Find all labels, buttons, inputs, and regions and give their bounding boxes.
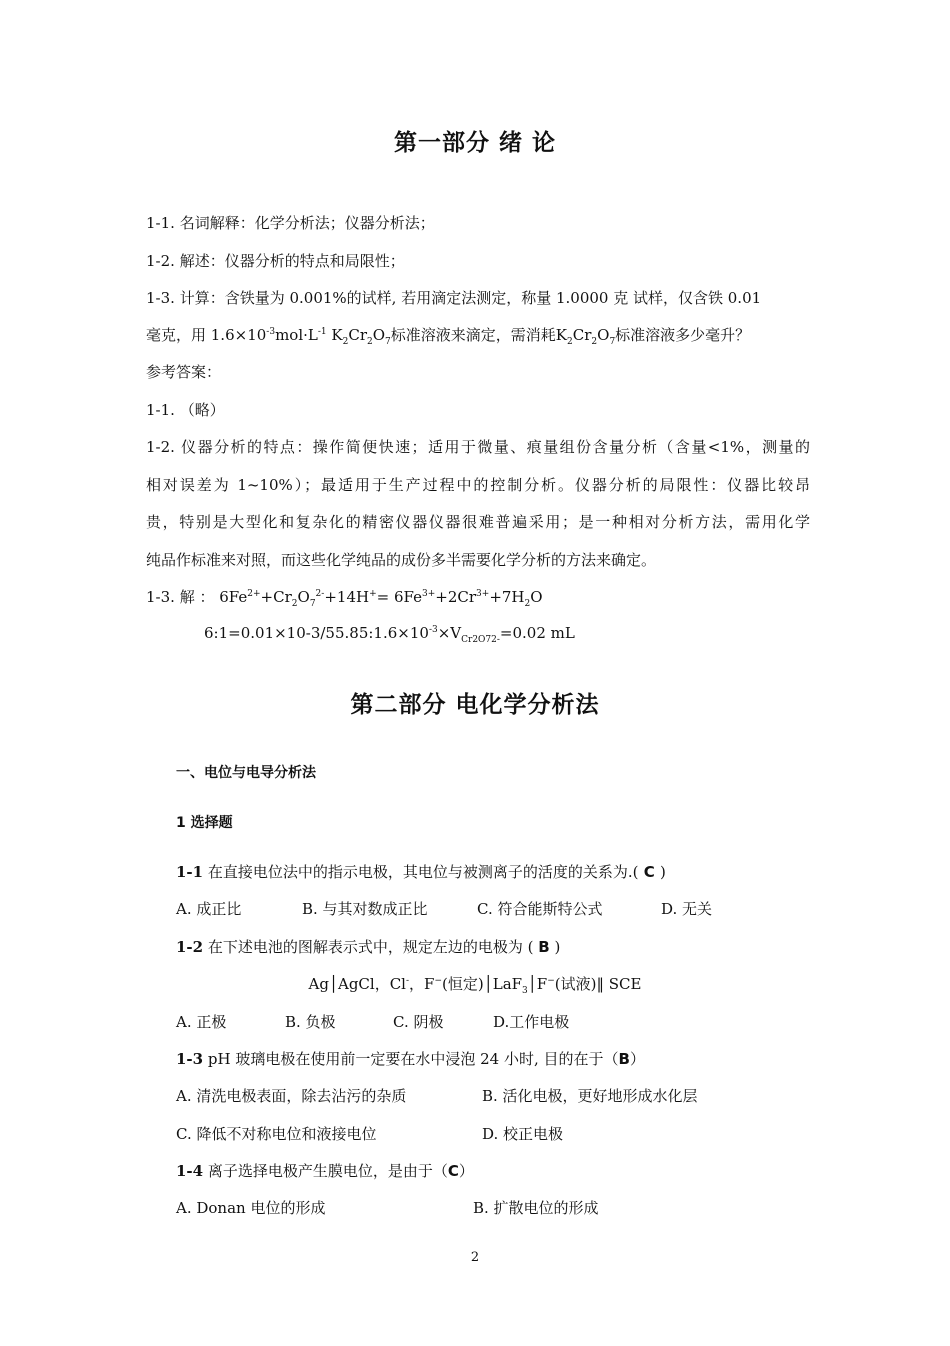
question-1-2: 1-2. 解述：仪器分析的特点和局限性； (146, 252, 405, 270)
answer-1-1: 1-1. （略） (146, 401, 225, 419)
mcq-1-4: 1-4 离子选择电极产生膜电位，是由于（C） (176, 1162, 474, 1180)
mcq-1-1-option-a: A. 成正比 (176, 900, 242, 918)
mcq-1-2: 1-2 在下述电池的图解表示式中，规定左边的电极为 ( B ) (176, 938, 561, 956)
mcq-1-2-option-a: A. 正极 (176, 1013, 227, 1031)
subsection-heading: 1 选择题 (176, 815, 233, 831)
mcq-1-4-option-a: A. Donan 电位的形成 (176, 1199, 326, 1217)
question-1-1: 1-1. 名词解释：化学分析法；仪器分析法； (146, 214, 435, 232)
part2-title: 第二部分 电化学分析法 (350, 692, 600, 718)
mcq-1-1-option-b: B. 与其对数成正比 (302, 900, 428, 918)
answer-1-3-equation: 1-3. 解 ： $6Fe^{2+}+Cr_2O_7^{2-}+14H^+= 6Fe^{3+}+2Cr^{3+}+7H_2O$ (146, 588, 543, 609)
mcq-1-1-option-d: D. 无关 (661, 900, 713, 918)
question-1-3-line1: 1-3. 计算：含铁量为 0.001%的试样, 若用滴定法测定，称量 1.0000 克 试样，仅含铁 0.01 (146, 289, 762, 307)
mcq-1-3-option-b: B. 活化电极，更好地形成水化层 (482, 1087, 698, 1105)
mcq-1-4-option-b: B. 扩散电位的形成 (473, 1199, 599, 1217)
mcq-1-1: 1-1 在直接电位法中的指示电极，其电位与被测离子的活度的关系为.( C ) (176, 863, 666, 881)
mcq-1-3-option-a: A. 清洗电极表面，除去沾污的杂质 (176, 1087, 407, 1105)
mcq-1-3-option-c: C. 降低不对称电位和液接电位 (176, 1125, 377, 1143)
section-heading: 一、电位与电导分析法 (176, 765, 316, 781)
mcq-1-3: 1-3 pH 玻璃电极在使用前一定要在水中浸泡 24 小时, 目的在于（B） (176, 1050, 645, 1068)
mcq-1-2-option-c: C. 阴极 (393, 1013, 444, 1031)
answer-1-2-line4: 纯品作标准来对照，而这些化学纯品的成份多半需要化学分析的方法来确定。 (146, 551, 657, 569)
answer-1-2-line2: 相对误差为 1~10%）；最适用于生产过程中的控制分析。仪器分析的局限性：仪器比较昂 (146, 476, 810, 494)
mcq-1-2-option-b: B. 负极 (285, 1013, 336, 1031)
page-number: 2 (470, 1250, 480, 1265)
answer-1-3-calculation: $6:1=0.01\times 10-3/55.85:1.6\times 10^{-3}\times V_{Cr2O72-}=0.02$ mL (204, 624, 575, 645)
mcq-1-1-option-c: C. 符合能斯特公式 (477, 900, 603, 918)
part1-title: 第一部分 绪 论 (393, 130, 556, 156)
mcq-1-3-option-d: D. 校正电极 (482, 1125, 564, 1143)
answers-label: 参考答案： (146, 363, 222, 381)
cell-notation: Ag│AgCl，Cl-，F−(恒定)│LaF$_3$│F−(试液)‖ SCE (308, 975, 642, 996)
answer-1-2-line1: 1-2. 仪器分析的特点：操作简便快速；适用于微量、痕量组份含量分析（含量<1%，测量的 (146, 438, 810, 456)
question-1-3-line2: 毫克，用 $1.6\times 10^{-3}mol\cdot L^{-1}$ $K_2Cr_2O_7$标准溶液来滴定，需消耗$K_2Cr_2O_7$标准溶液多少毫升？ (146, 326, 751, 347)
answer-1-2-line3: 贵，特别是大型化和复杂化的精密仪器仪器很难普遍采用；是一种相对分析方法，需用化学 (146, 513, 810, 531)
mcq-1-2-option-d: D.工作电极 (493, 1013, 570, 1031)
